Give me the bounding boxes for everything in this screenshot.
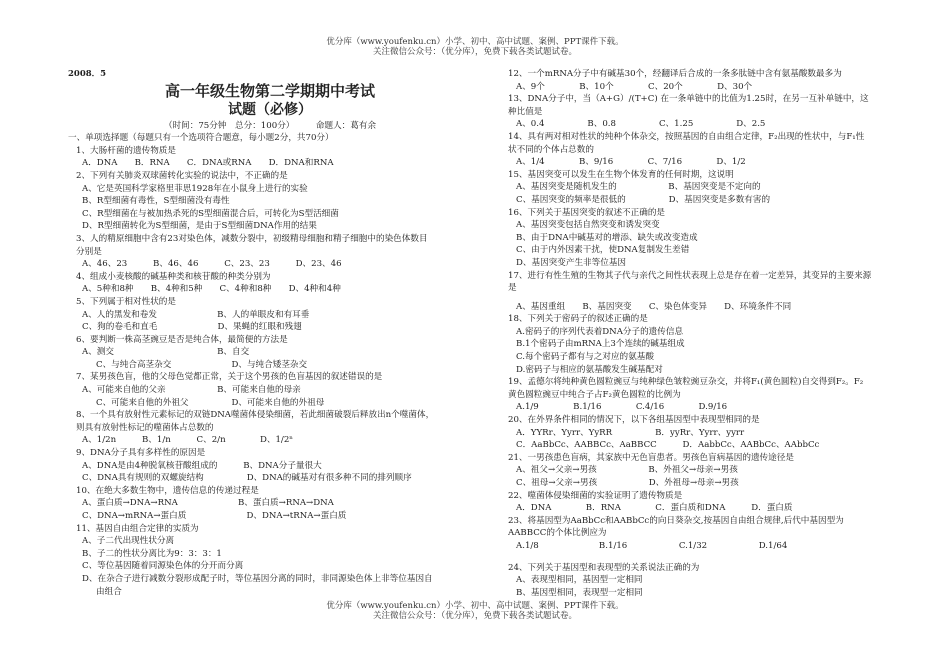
spacer — [508, 553, 888, 562]
answer-option: A、它是英国科学家格里菲思1928年在小鼠身上进行的实验 — [82, 183, 308, 194]
page-footer — [0, 601, 950, 621]
question-text: 22、噬菌体侵染细菌的实验证明了遗传物质是 — [508, 490, 683, 501]
question-text: 是 — [508, 283, 517, 294]
question-text: 3、人的精原细胞中含有23对染色体，减数分裂中，初级精母细胞和精子细胞中的染色体数目 — [76, 233, 428, 244]
answer-options: A、9个 B、10个 C、20个 D、30个 — [516, 81, 753, 92]
answer-option: B、子二的性状分离比为9：3：3：1 — [82, 548, 222, 559]
question-text: 19、孟德尔将纯种黄色圆粒豌豆与纯种绿色皱粒豌豆杂交，并将F₁(黄色圆粒)自交得到F₂。F₂ — [508, 377, 864, 388]
answer-option: A、子二代出现性状分离 — [82, 536, 175, 547]
question-text: 23、将基因型为AaBbCc和AABbCc的向日葵杂交,按基因自由组合规律,后代中基因型为 — [508, 515, 844, 526]
left-column — [68, 68, 472, 598]
answer-option: A、表现型相同，基因型一定相同 — [516, 575, 643, 586]
question-text: 状不同的个体占总数的 — [508, 144, 594, 155]
question-text: 4、组成小麦核酸的碱基种类和核苷酸的种类分别为 — [76, 271, 271, 282]
answer-options: A、祖父→父亲→男孩 B、外祖父→母亲→男孩 — [516, 465, 738, 476]
answer-option: C、等位基因随着同源染色体的分开而分离 — [82, 561, 244, 572]
exam-info: （时间：75分钟 总分：100分） 命题人：葛有余 — [163, 120, 377, 131]
section-heading: 一、单项选择题（每题只有一个选项符合题意，每小题2分，共70分） — [68, 133, 334, 144]
exam-date: 2008．5 — [68, 69, 107, 79]
question-text: 黄色圆粒豌豆中纯合子占F₂黄色圆粒的比例为 — [508, 389, 681, 400]
question-text: 15、基因突变可以发生在生物个体发育的任何时期，这说明 — [508, 169, 734, 180]
question-text: 10、在绝大多数生物中，遗传信息的传递过程是 — [76, 485, 259, 496]
answer-options: C、DNA具有规则的双螺旋结构 D、DNA的碱基对有很多种不同的排列顺序 — [82, 473, 412, 484]
page-header — [0, 37, 950, 57]
answer-options: A．DNA B．RNA C．DNA或RNA D．DNA和RNA — [82, 158, 334, 169]
answer-option: A.密码子的序列代表着DNA分子的遗传信息 — [516, 326, 684, 337]
answer-options: A、5种和8种 B、4种和5种 C、4种和8种 D、4种和4种 — [82, 284, 341, 295]
question-text: 2、下列有关肺炎双球菌转化实验的说法中，不正确的是 — [76, 170, 288, 181]
header-line-2: 关注微信公众号：（优分库），免费下载各类试题试卷。 — [372, 47, 577, 57]
question-text: 21、一男孩患色盲病，其家族中无色盲患者。男孩色盲病基因的遗传途径是 — [508, 452, 794, 463]
answer-option: B.1个密码子由mRNA上3个连续的碱基组成 — [516, 339, 685, 350]
answer-options: C、DNA→mRNA→蛋白质 D、DNA→tRNA→蛋白质 — [82, 511, 347, 521]
answer-options: A、测交 B、自交 — [82, 347, 250, 358]
question-text: AABBCC的个体比例应为 — [508, 528, 607, 539]
answer-option: B、R型细菌有毒性，S型细菌没有毒性 — [82, 196, 230, 207]
answer-option: A、基因突变包括自然突变和诱发突变 — [516, 220, 660, 231]
footer-line-1: 优分库（www.youfenku.cn）小学、初中、高中试题、案例、PPT课件下载。 — [326, 601, 624, 611]
answer-options: A、基因突变是随机发生的 B、基因突变是不定向的 — [516, 182, 761, 193]
answer-options: C、基因突变的频率是很低的 D、基因突变是多数有害的 — [516, 194, 771, 205]
footer-line-2: 关注微信公众号：（优分库），免费下载各类试题试卷。 — [372, 611, 577, 621]
answer-option: B、由于DNA中碱基对的增添、缺失或改变造成 — [516, 232, 698, 243]
question-text: 12、一个mRNA分子中有碱基30个，经翻译后合成的一条多肽链中含有氨基酸数最多为 — [508, 69, 842, 79]
answer-option: D、基因突变产生非等位基因 — [516, 257, 627, 268]
answer-option: D、R型细菌转化为S型细菌，是由于S型细菌DNA作用的结果 — [82, 221, 317, 232]
question-text: 7、某男孩色盲，他的父母色觉都正常，关于这个男孩的色盲基因的叙述错误的是 — [76, 372, 383, 383]
right-column — [508, 68, 888, 599]
answer-option: D、在杂合子进行减数分裂形成配子时，等位基因分离的同时，非同源染色体上非等位基因自 — [82, 573, 433, 584]
answer-options: A．YYRr、Yyrr、YyRR B．yyRr、Yyrr、yyrr — [516, 427, 745, 438]
answer-options: A、1/4 B、9/16 C、7/16 D、1/2 — [516, 157, 746, 168]
answer-options: A.1/9 B.1/16 C.4/16 D.9/16 — [516, 402, 728, 413]
answer-option: C、由于内外因素干扰，使DNA复制发生差错 — [516, 245, 690, 256]
exam-title: 高一年级生物第二学期期中考试 — [164, 81, 375, 100]
answer-options: C．AaBbCc、AABBCc、AaBBCC D．AabbCc、AABbCc、AAbbCc — [516, 440, 820, 451]
question-text: 9、DNA分子具有多样性的原因是 — [76, 448, 206, 459]
answer-option: B、基因型相同，表现型一定相同 — [516, 587, 643, 598]
question-text: 分别是 — [76, 246, 102, 257]
answer-options: C、与纯合高茎杂交 D、与纯合矮茎杂交 — [96, 359, 308, 370]
answer-options: A、可能来自他的父亲 B、可能来自他的母亲 — [82, 385, 301, 396]
answer-options: A、人的黑发和卷发 B、人的单眼皮和有耳垂 — [82, 309, 310, 320]
answer-options: C、可能来自他的外祖父 D、可能来自他的外祖母 — [96, 397, 325, 408]
question-text: 16、下列关于基因突变的叙述不正确的是 — [508, 207, 666, 218]
exam-subtitle: 试题（必修） — [228, 101, 312, 118]
answer-option: C.每个密码子都有与之对应的氨基酸 — [516, 352, 654, 363]
question-text: 8、一个具有放射性元素标记的双链DNA噬菌体侵染细菌，若此细菌破裂后释放出n个噬菌体， — [76, 410, 435, 421]
question-text: 18、下列关于密码子的叙述正确的是 — [508, 314, 648, 325]
answer-options: C、祖母→父亲→男孩 D、外祖母→母亲→男孩 — [516, 478, 739, 488]
answer-options: A、基因重组 B、基因突变 C、染色体变异 D、环境条件不同 — [516, 301, 792, 312]
answer-options: A、1/2n B、1/n C、2/n D、1/2ⁿ — [82, 435, 294, 446]
answer-options: A．DNA B．RNA C．蛋白质和DNA D．蛋白质 — [516, 503, 793, 514]
question-text: 24、下列关于基因型和表现型的关系说法正确的为 — [508, 562, 700, 573]
question-text: 20、在外界条件相同的情况下，以下各组基因型中表现型相同的是 — [508, 415, 760, 426]
answer-option: 由组合 — [96, 586, 122, 597]
question-text: 17、进行有性生殖的生物其子代与亲代之间性状表现上总是存在着一定差异，其变异的主要来源 — [508, 270, 872, 281]
answer-options: A.1/8 B.1/16 C.1/32 D.1/64 — [516, 540, 788, 551]
answer-options: A、0.4 B、0.8 C、1.25 D、2.5 — [516, 119, 766, 130]
question-text: 14、具有两对相对性状的纯种个体杂交，按照基因的自由组合定律，F₂出现的性状中，与F₁性 — [508, 131, 865, 142]
answer-options: A、46、23 B、46、46 C、23、23 D、23、46 — [82, 259, 342, 270]
answer-options: C、狗的卷毛和直毛 D、果蝇的红眼和残翅 — [82, 322, 302, 333]
question-text: 种比值是 — [508, 106, 543, 117]
question-text: 13、DNA分子中，当（A+G）/(T+C) 在一条单链中的比值为1.25时，在另一互补单链中，这 — [508, 94, 869, 105]
answer-options: A、DNA是由4种脱氧核苷酸组成的 B、DNA分子量很大 — [82, 460, 322, 471]
header-line-1: 优分库（www.youfenku.cn）小学、初中、高中试题、案例、PPT课件下载。 — [326, 37, 624, 47]
answer-option: D.密码子与相应的氨基酸发生碱基配对 — [516, 364, 663, 375]
question-text: 5、下列属于相对性状的是 — [76, 296, 176, 307]
answer-option: C、R型细菌在与被加热杀死的S型细菌混合后，可转化为S型活细菌 — [82, 208, 339, 219]
question-text: 6、要判断一株高茎豌豆是否是纯合体，最简便的方法是 — [76, 334, 288, 345]
answer-options: A、蛋白质→DNA→RNA B、蛋白质→RNA→DNA — [82, 498, 334, 509]
question-text: 11、基因自由组合定律的实质为 — [76, 523, 199, 534]
question-text: 则具有放射性标记的噬菌体占总数的 — [76, 422, 214, 433]
question-text: 1、大肠杆菌的遗传物质是 — [76, 145, 176, 156]
